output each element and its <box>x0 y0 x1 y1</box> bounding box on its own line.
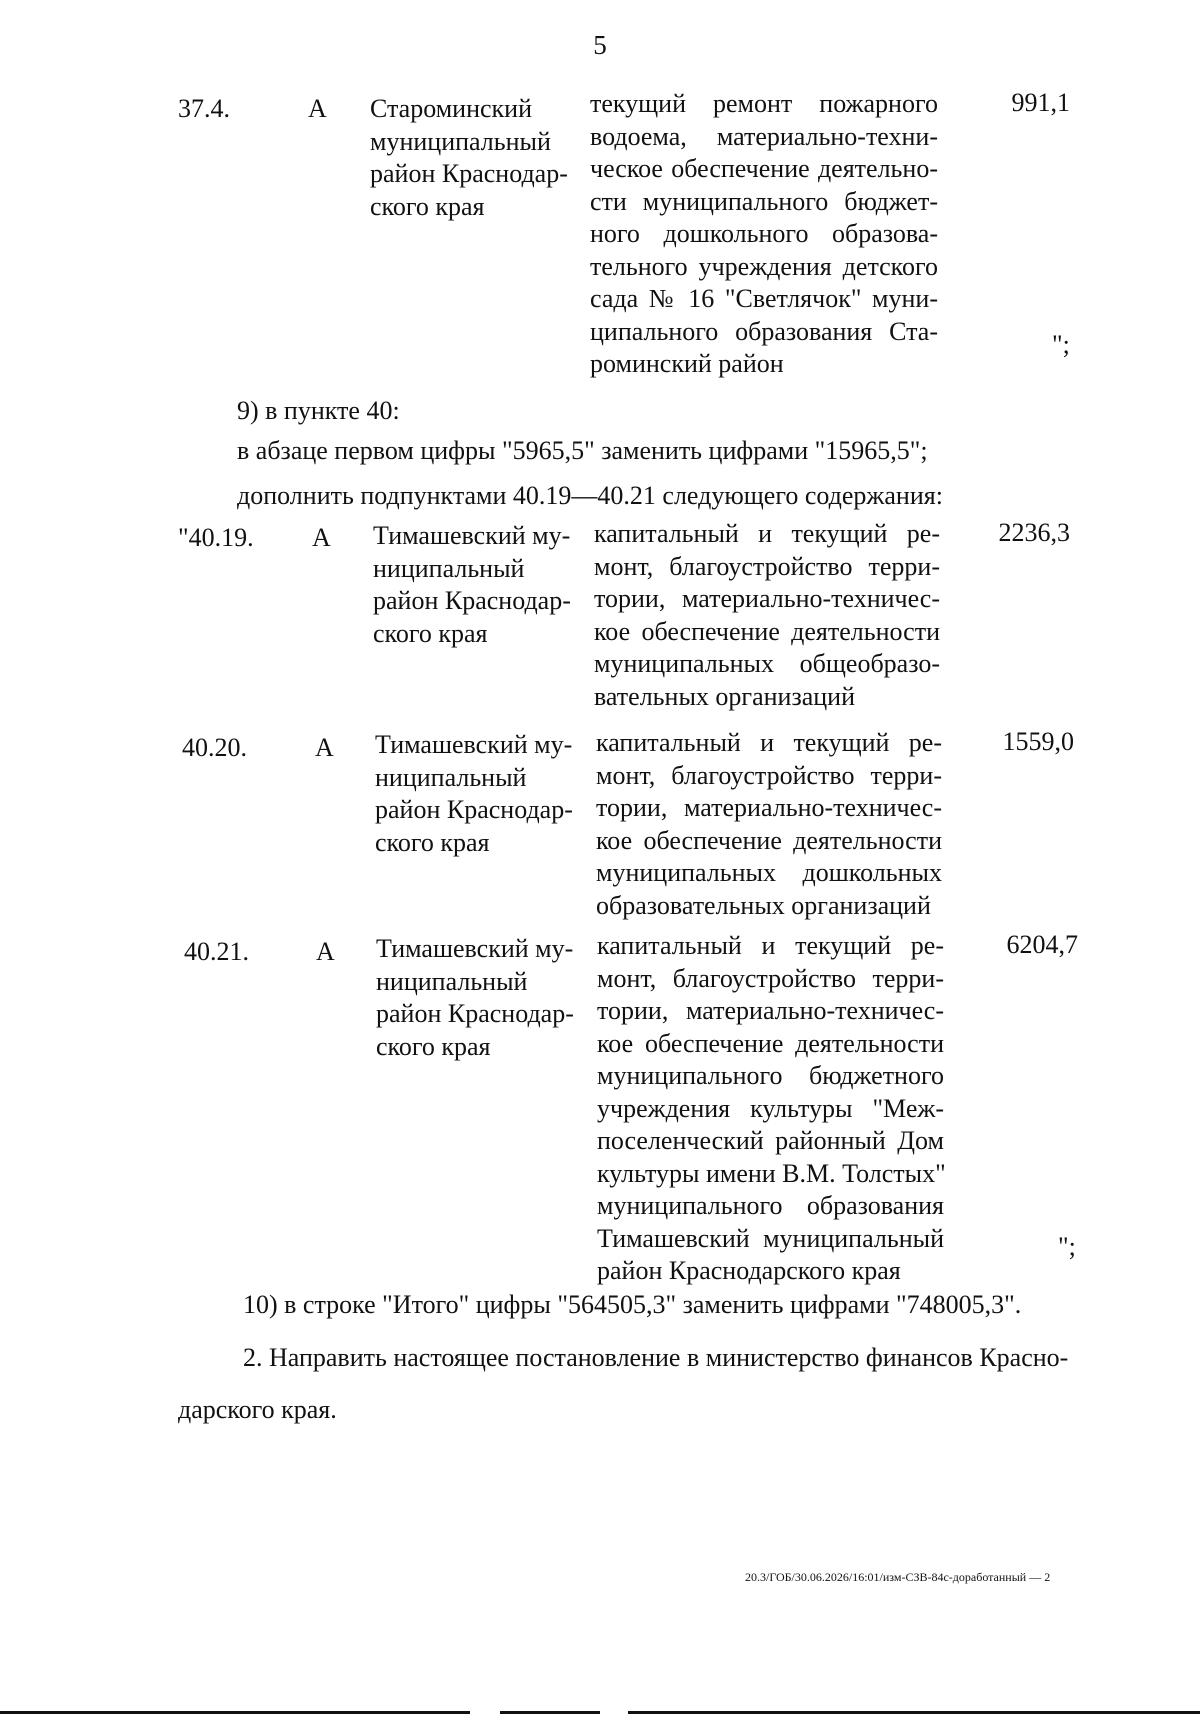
recipient-line: ниципальный <box>376 966 528 996</box>
recipient-line: ского края <box>373 618 488 648</box>
closing-quote: "; <box>1058 1232 1076 1261</box>
entry-letter: А <box>315 733 334 762</box>
document-code: 20.3/ГОБ/30.06.2026/16:01/изм-СЗВ-84с-доработанный — 2 <box>745 1570 1051 1584</box>
scan-edge-line <box>628 1711 1200 1714</box>
purpose-line: ного дошкольного образова- <box>590 219 938 248</box>
recipient-line: Тимашевский му- <box>375 730 573 759</box>
recipient-line: район Краснодар- <box>370 159 568 188</box>
entry-recipient <box>370 93 568 223</box>
scan-edge-line <box>0 1711 470 1714</box>
purpose-line: муниципальных дошкольных <box>596 858 942 887</box>
paragraph-item-9-b: дополнить подпунктами 40.19—40.21 следующего содержания: <box>237 481 943 510</box>
paragraph-item-9-a: в абзаце первом цифры "5965,5" заменить цифрами "15965,5"; <box>237 436 928 465</box>
recipient-line: Староминский <box>370 94 533 123</box>
entry-number: "40.19. <box>178 523 254 552</box>
purpose-line: культуры имени В.М. Толстых" <box>597 1158 946 1188</box>
purpose-line: район Краснодарского края <box>597 1256 901 1285</box>
entry-number: 40.21. <box>184 937 249 966</box>
recipient-line: муниципальный <box>370 126 551 156</box>
recipient-line: ниципальный <box>373 553 525 583</box>
purpose-line: сти муниципального бюджет- <box>590 186 938 216</box>
purpose-line: учреждения культуры "Меж- <box>597 1093 944 1123</box>
purpose-line: сада № 16 "Светлячок" муни- <box>590 284 938 313</box>
purpose-line: вательных организаций <box>594 681 856 711</box>
purpose-line: муниципальных общеобразо- <box>594 649 940 678</box>
closing-quote: "; <box>1052 330 1070 359</box>
recipient-line: ского края <box>376 1031 491 1061</box>
purpose-line: тории, материально-техничес- <box>596 793 942 822</box>
purpose-line: кое обеспечение деятельности <box>596 825 942 855</box>
entry-amount: 2236,3 <box>998 518 1070 547</box>
paragraph-item-2-line-1: 2. Направить настоящее постановление в министерство финансов Красно- <box>243 1343 1069 1372</box>
entry-number: 40.20. <box>182 733 247 762</box>
purpose-line: капитальный и текущий ре- <box>597 931 944 960</box>
entry-letter: А <box>312 523 331 552</box>
recipient-line: район Краснодар- <box>375 795 573 824</box>
recipient-line: ского края <box>375 827 490 857</box>
entry-recipient <box>373 520 571 650</box>
purpose-line: капитальный и текущий ре- <box>596 728 942 757</box>
purpose-line: муниципального бюджетного <box>597 1061 944 1090</box>
purpose-line: кое обеспечение деятельности <box>597 1028 944 1058</box>
entry-letter: А <box>308 94 327 123</box>
entry-amount: 1559,0 <box>1002 727 1074 756</box>
scan-edge-line <box>500 1711 600 1714</box>
recipient-line: ниципальный <box>375 762 527 792</box>
entry-amount: 991,1 <box>1011 88 1070 117</box>
paragraph-item-10: 10) в строке "Итого" цифры "564505,3" заменить цифрами "748005,3". <box>243 1290 1022 1319</box>
entry-number: 37.4. <box>178 94 230 123</box>
recipient-line: Тимашевский му- <box>373 521 571 550</box>
recipient-line: район Краснодар- <box>376 999 574 1028</box>
purpose-line: муниципального образования <box>597 1191 944 1220</box>
purpose-line: тории, материально-техничес- <box>597 996 944 1025</box>
entry-recipient <box>376 933 574 1063</box>
purpose-line: ческое обеспечение деятельно- <box>590 154 938 183</box>
paragraph-item-9: 9) в пункте 40: <box>237 396 400 425</box>
entry-purpose <box>597 930 944 1288</box>
purpose-line: ципального образования Ста- <box>590 316 938 346</box>
purpose-line: монт, благоустройство терри- <box>597 963 944 993</box>
purpose-line: Тимашевский муниципальный <box>597 1223 944 1253</box>
purpose-line: тории, материально-техничес- <box>594 584 940 613</box>
entry-amount: 6204,7 <box>1006 930 1078 959</box>
purpose-line: кое обеспечение деятельности <box>594 616 940 646</box>
entry-letter: А <box>316 937 335 966</box>
purpose-line: капитальный и текущий ре- <box>594 519 940 548</box>
purpose-line: образовательных организаций <box>596 890 931 920</box>
recipient-line: Тимашевский му- <box>376 934 574 963</box>
paragraph-item-2-line-2: дарского края. <box>178 1395 337 1424</box>
purpose-line: поселенческий районный Дом <box>597 1126 944 1155</box>
purpose-line: роминский район <box>590 349 784 378</box>
purpose-line: монт, благоустройство терри- <box>596 760 942 790</box>
recipient-line: ского края <box>370 191 485 221</box>
entry-purpose <box>590 88 938 381</box>
entry-purpose <box>594 518 940 713</box>
entry-purpose <box>596 727 942 922</box>
purpose-line: водоема, материально-техни- <box>590 121 938 151</box>
purpose-line: текущий ремонт пожарного <box>590 89 938 118</box>
purpose-line: тельного учреждения детского <box>590 251 938 281</box>
page-number: 5 <box>593 30 607 60</box>
purpose-line: монт, благоустройство терри- <box>594 551 940 581</box>
entry-recipient <box>375 729 573 859</box>
recipient-line: район Краснодар- <box>373 586 571 615</box>
